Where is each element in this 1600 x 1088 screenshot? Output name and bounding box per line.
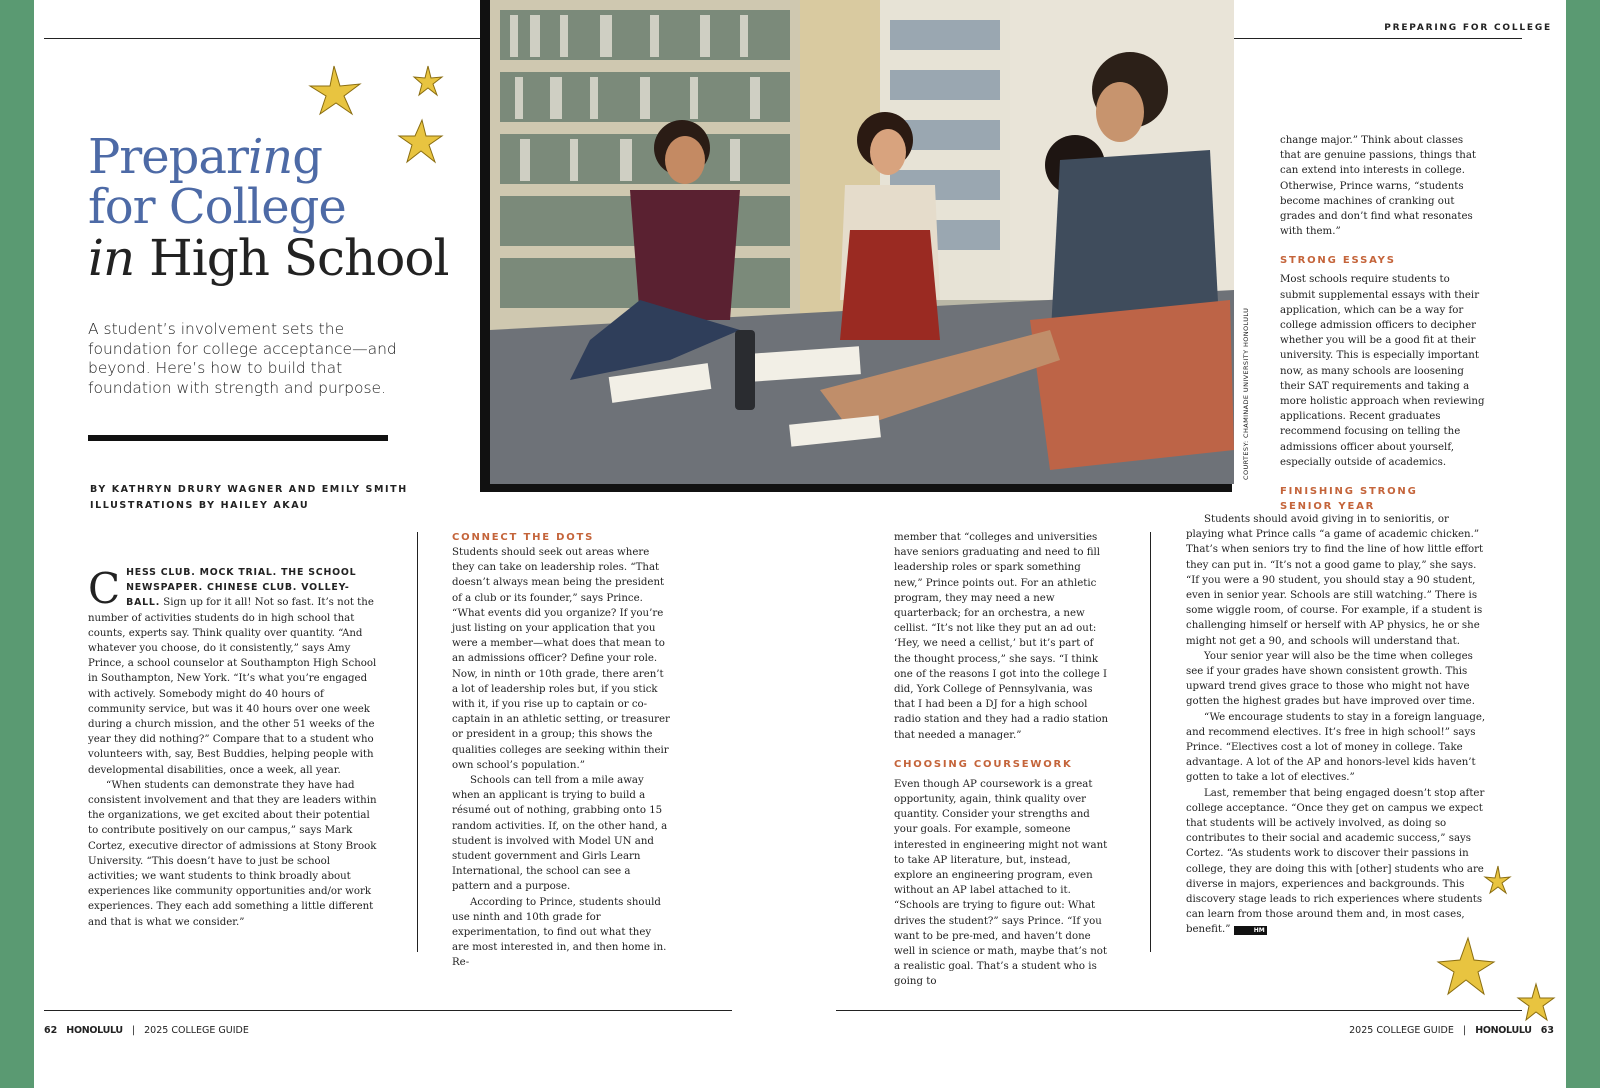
title-bar: [88, 435, 388, 441]
star-icon: [1438, 938, 1494, 994]
heading-connect-the-dots: CONNECT THE DOTS: [452, 532, 595, 543]
column-4: change major.” Think about classes that are genuine passions, things that can extend into interests in college. Otherwise, Prince warns, “students become machines of cranking out grades and don’t find what resonates with them.” STRONG ESSAYS Most schools require students to submit supplemental essays with their application, which can be a way for college admission officers to decipher whether you will be a good fit at their university. This is especially important now, as many schools are loosening their SAT requirements and taking a more holistic approach when reviewing applications. Recent graduates recommend focusing on telling the admissions officer about yourself, especially outside of academics. FINISHING STRONG SENIOR YEAR: [1280, 135, 1485, 513]
stars-illustration-bottom: [1434, 860, 1564, 1030]
library-photo: [490, 0, 1234, 484]
drop-cap: C: [88, 564, 121, 613]
star-icon: [414, 66, 442, 95]
byline: BY KATHRYN DRURY WAGNER AND EMILY SMITH ILLUSTRATIONS BY HAILEY AKAU: [90, 484, 408, 511]
star-icon: [310, 66, 360, 114]
honolulu-logo-left: HONOLULU: [66, 1025, 123, 1036]
honolulu-logo-right: HONOLULU: [1475, 1025, 1532, 1036]
footer-rule-right: [836, 1010, 1522, 1011]
footer-left: 62 HONOLULU | 2025 COLLEGE GUIDE: [44, 1025, 249, 1036]
top-rule-left: [44, 38, 492, 39]
column-3: member that “colleges and universities have seniors graduating and need to fill leadership roles or spark something new,” Prince points out. For an athletic program, they may need a new quarterback; for an orchestra, a new cellist. “It’s not like they put an ad out: ‘Hey, we need a cellist,’ but it’s part of the thought process,” she says. “I think one of the reasons I got into the college I did, York College of Pennsylvania, was that I had been a DJ for a high school radio station and they had a radio station that needed a manager.” CHOOSING COURSEWORK Even though AP coursework is a great opportunity, again, think quality over quantity. Consider your strengths and your goals. For example, someone interested in engineering might not want to take AP literature, but, instead, explore an engineering program, even without an AP label attached to it. “Schools are trying to figure out: What drives the student?” says Prince. “If you want to be pre-med, and haven’t done well in science or math, maybe that’s not a realistic goal. That’s a student who is going to: [894, 530, 1112, 990]
page-number-left: 62: [44, 1025, 58, 1036]
photo-credit: COURTESY: CHAMINADE UNIVERSITY HONOLULU: [1242, 307, 1250, 480]
top-rule-right: [1232, 38, 1522, 39]
footer-rule-left: [44, 1010, 732, 1011]
section-label: PREPARING FOR COLLEGE: [1384, 23, 1552, 33]
page-number-right: 63: [1540, 1025, 1554, 1036]
heading-finishing-strong: FINISHING STRONG SENIOR YEAR: [1280, 486, 1418, 513]
column-1: CHESS CLUB. MOCK TRIAL. THE SCHOOL NEWSPAPER. CHINESE CLUB. VOLLEY-BALL. Sign up for it all! Not so fast. It’s not the number of activities students do in high school that counts, experts say. Think quality over quantity. “And whatever you choose, do it consistently,” says Amy Prince, a school counselor at Southampton High School in Southampton, New York. “It’s what you’re engaged with actively. Somebody might do 40 hours of community service, but was it 40 hours over one week during a church mission, and the other 51 weeks of the year they did nothing?” Compare that to a student who volunteers with, say, Best Buddies, helping people with developmental disabilities, once a week, all year. “When students can demonstrate they have had consistent involvement and that they are leaders within the organizations, we get excited about their potential to contribute positively on our campus,” says Mark Cortez, executive director of admissions at Stony Brook University. “This doesn’t have to just be school activities; we want students to think broadly about experiences like community opportunities and/or work experiences. They each add something a little different and that is what we consider.”: [88, 564, 377, 928]
column-rule: [417, 532, 418, 952]
star-icon: [1518, 984, 1554, 1020]
column-2: CONNECT THE DOTS Students should seek out areas where they can take on leadership roles. “That doesn’t always mean being the president of a club or its founder,” says Prince. “What events did you organize? If you’re just listing on your application that you were a member—what does that mean to an admissions officer? Define your role. Now, in ninth or 10th grade, there aren’t a lot of leadership roles but, if you stick with it, if you rise up to captain or co-captain in an athletic setting, or treasurer or president in a group; this shows the qualities colleges are seeking within their own school’s population.” Schools can tell from a mile away when an applicant is trying to build a résumé out of nothing, grabbing onto 15 random activities. If, on the other hand, a student is involved with Model UN and student government and Girls Learn International, the school can see a pattern and a purpose. According to Prince, students should use ninth and 10th grade for experimentation, to find out what they are most interested in, and then home in. Re-: [452, 532, 670, 969]
end-mark: HM: [1234, 926, 1267, 935]
magazine-spread: [34, 0, 1566, 1088]
heading-choosing-coursework: CHOOSING COURSEWORK: [894, 758, 1073, 770]
column-5: Students should avoid giving in to senioritis, or playing what Prince calls “a game of academic chicken.” That’s when seniors try to find the line of how little effort they can put in. “It’s not a good game to play,” she says. “If you were a 90 student, you should stay a 90 student, even in senior year. Schools are still watching.” There is some wiggle room, of course. For example, if a student is challenging himself or herself with AP physics, he or she might not get a 90, and schools will understand that. Your senior year will also be the time when colleges see if your grades have shown consistent growth. This upward trend gives grace to those who might not have gotten the highest grades but have improved over time. “We encourage students to stay in a foreign language, and recommend electives. It’s free in high school!” says Prince. “Electives cost a lot of money in college. Take advantage. A lot of the AP and honors-level kids haven’t gotten to take a lot of electives.” Last, remember that being engaged doesn’t stop after college acceptance. “Once they get on campus we expect that students will be actively involved, as doing so contributes to their social and academic success,” says Cortez. “As students work to discover their passions in college, they are doing this with [other] students who are diverse in majors, experiences and backgrounds. This discovery stage leads to rich experiences where students can learn from those around them and, in most cases, benefit.” HM: [1186, 514, 1486, 936]
footer-right: 2025 COLLEGE GUIDE | HONOLULU 63: [1349, 1025, 1554, 1036]
star-icon: [1485, 866, 1510, 893]
guide-label-right: 2025 COLLEGE GUIDE: [1349, 1025, 1454, 1036]
guide-label-left: 2025 COLLEGE GUIDE: [144, 1025, 249, 1036]
dek: A student’s involvement sets the foundation for college acceptance—and beyond. Here’s how to build that foundation with strength and purpose.: [88, 320, 397, 397]
column-rule: [1150, 532, 1151, 952]
page-title: Preparing for College in High School: [88, 129, 449, 287]
heading-strong-essays: STRONG ESSAYS: [1280, 255, 1396, 267]
